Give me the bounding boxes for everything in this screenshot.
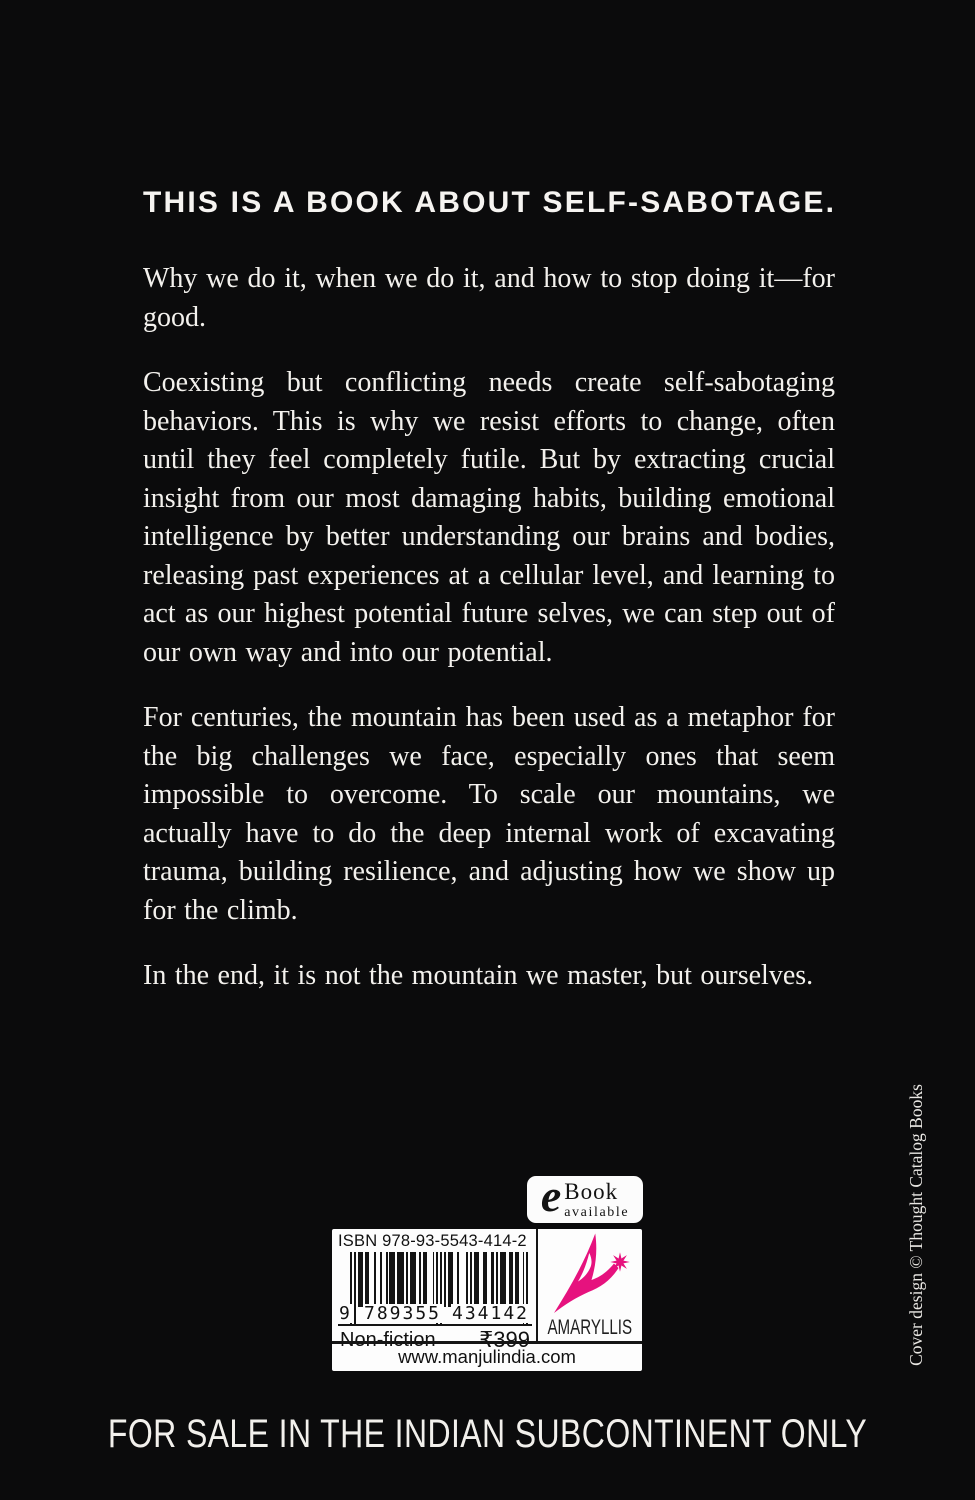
blurb-block	[143, 186, 835, 996]
headline: THIS IS A BOOK ABOUT SELF-SABOTAGE.	[143, 186, 837, 219]
ebook-badge-line2: available	[564, 1204, 630, 1220]
publisher-cell	[538, 1229, 642, 1341]
ebook-available-badge	[527, 1170, 643, 1223]
isbn-label: ISBN 978-93-5543-414-2	[338, 1232, 527, 1250]
barcode-main-row	[332, 1229, 642, 1352]
publisher-website: www.manjulindia.com	[332, 1341, 642, 1371]
isbn-barcode-block	[332, 1229, 642, 1371]
sale-notice: FOR SALE IN THE INDIAN SUBCONTINENT ONLY	[107, 1412, 868, 1456]
ebook-badge-text	[564, 1180, 629, 1220]
ean13-barcode	[338, 1252, 532, 1324]
sale-notice-row	[0, 1412, 975, 1457]
blurb-paragraph: Why we do it, when we do it, and how to stop doing it—for good.	[143, 263, 835, 333]
amaryllis-logo-icon	[546, 1232, 634, 1322]
barcode-digit-group2: 434142	[452, 1303, 530, 1324]
blurb-paragraph: Coexisting but conflicting needs create self-sabotaging behaviors. This is why we resist efforts to change, often until they feel completely futile. But by extracting crucial insight from our most damaging habits, building emotional intelligence by better understanding our brains and bodies, releasing past experiences at a cellular level, and learning to act as our highest potential future selves, we can step out of our own way and into our potential.	[143, 367, 835, 668]
blurb-paragraph: For centuries, the mountain has been used as a metaphor for the big challenges we face, especially ones that seem impossible to overcome. To scale our mountains, we actually have to do the deep internal work of excavating trauma, building resilience, and adjusting how we show up for the climb.	[143, 702, 835, 926]
barcode-cell	[332, 1229, 538, 1352]
price-label: ₹399	[479, 1327, 530, 1352]
publisher-name: AMARYLLIS	[547, 1316, 633, 1339]
ebook-badge-line1: Book	[564, 1178, 619, 1204]
cover-design-credit: Cover design © Thought Catalog Books	[906, 1084, 926, 1366]
blurb-paragraph: In the end, it is not the mountain we master, but ourselves.	[143, 960, 814, 991]
category-label: Non-fiction	[340, 1328, 436, 1351]
barcode-digit-lead: 9	[339, 1303, 352, 1324]
ebook-e-icon: e	[540, 1170, 562, 1222]
barcode-digit-group1: 789355	[364, 1303, 442, 1324]
